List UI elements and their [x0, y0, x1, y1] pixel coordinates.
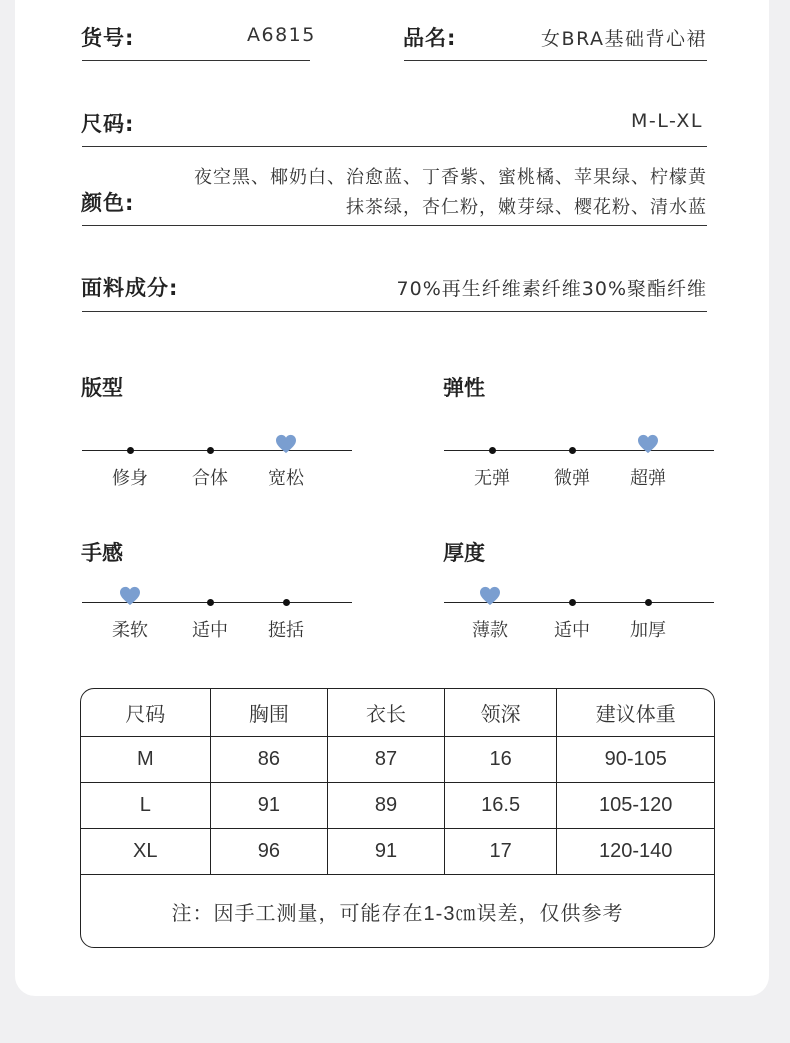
- size-value: M-L-XL: [630, 110, 703, 132]
- elasticity-option-label: 无弹: [474, 468, 510, 489]
- fit-scale-dot: [207, 447, 214, 454]
- item-no-underline: [82, 60, 310, 61]
- elasticity-scale-dot: [489, 447, 496, 454]
- thickness-scale-dot: [569, 599, 576, 606]
- thickness-option-label: 适中: [554, 620, 590, 641]
- table-cell: 89: [328, 783, 445, 829]
- header-cell: 尺码: [81, 689, 211, 737]
- size-table: [80, 688, 715, 948]
- hand-feel-scale-dot: [207, 599, 214, 606]
- header-cell: 建议体重: [557, 689, 714, 737]
- name-value: 女BRA基础背心裙: [541, 28, 707, 50]
- elasticity-selected-heart-icon: [637, 434, 659, 454]
- table-cell: 120-140: [557, 829, 714, 875]
- name-underline: [404, 60, 707, 61]
- thickness-title: 厚度: [443, 541, 485, 565]
- thickness-option-label: 薄款: [472, 620, 508, 641]
- hand-feel-selected-heart-icon: [119, 586, 141, 606]
- fabric-label: 面料成分:: [81, 276, 179, 300]
- fabric-underline: [82, 311, 707, 312]
- table-cell: 17: [445, 829, 558, 875]
- name-label: 品名:: [403, 26, 457, 50]
- hand-feel-option-label: 柔软: [112, 620, 148, 641]
- size-underline: [82, 146, 707, 147]
- fit-option-label: 宽松: [268, 468, 304, 489]
- table-note-row: [81, 875, 714, 947]
- table-cell: L: [81, 783, 211, 829]
- hand-feel-option-label: 适中: [192, 620, 228, 641]
- color-label: 颜色:: [81, 191, 135, 215]
- table-cell: 86: [211, 737, 329, 783]
- table-header-row: [81, 689, 714, 737]
- thickness-selected-heart-icon: [479, 586, 501, 606]
- table-cell: 87: [328, 737, 445, 783]
- fit-selected-heart-icon: [275, 434, 297, 454]
- fit-scale-dot: [127, 447, 134, 454]
- size-label: 尺码:: [81, 112, 135, 136]
- fit-title: 版型: [81, 376, 123, 400]
- table-cell: 16: [445, 737, 558, 783]
- header-cell: 胸围: [211, 689, 329, 737]
- color-underline: [82, 225, 707, 226]
- table-row: [81, 783, 714, 829]
- thickness-scale-dot: [645, 599, 652, 606]
- elasticity-title: 弹性: [443, 376, 485, 400]
- table-row: [81, 737, 714, 783]
- measurement-note: 注：因手工测量，可能存在1-3㎝误差，仅供参考: [171, 902, 624, 925]
- item-no-label: 货号:: [81, 26, 135, 50]
- color-line-2: 抹茶绿，杏仁粉，嫩芽绿、樱花粉、清水蓝: [346, 197, 707, 218]
- table-cell: 96: [211, 829, 329, 875]
- fit-option-label: 修身: [112, 468, 148, 489]
- header-cell: 领深: [445, 689, 558, 737]
- table-cell: 91: [211, 783, 329, 829]
- color-line-1: 夜空黑、椰奶白、治愈蓝、丁香紫、蜜桃橘、苹果绿、柠檬黄: [194, 167, 707, 188]
- hand-feel-option-label: 挺括: [268, 620, 304, 641]
- elasticity-scale-line: [444, 450, 714, 451]
- table-cell: 105-120: [557, 783, 714, 829]
- elasticity-option-label: 超弹: [630, 468, 666, 489]
- item-no-value: A6815: [247, 24, 316, 46]
- table-cell: M: [81, 737, 211, 783]
- hand-feel-title: 手感: [81, 541, 123, 565]
- table-cell: 91: [328, 829, 445, 875]
- fabric-value: 70%再生纤维素纤维30%聚酯纤维: [396, 278, 707, 300]
- table-cell: 16.5: [445, 783, 558, 829]
- fit-option-label: 合体: [192, 468, 228, 489]
- elasticity-scale-dot: [569, 447, 576, 454]
- header-cell: 衣长: [328, 689, 445, 737]
- thickness-option-label: 加厚: [630, 620, 666, 641]
- table-cell: 90-105: [557, 737, 714, 783]
- table-cell: XL: [81, 829, 211, 875]
- table-row: [81, 829, 714, 875]
- elasticity-option-label: 微弹: [554, 468, 590, 489]
- fit-scale-line: [82, 450, 352, 451]
- hand-feel-scale-dot: [283, 599, 290, 606]
